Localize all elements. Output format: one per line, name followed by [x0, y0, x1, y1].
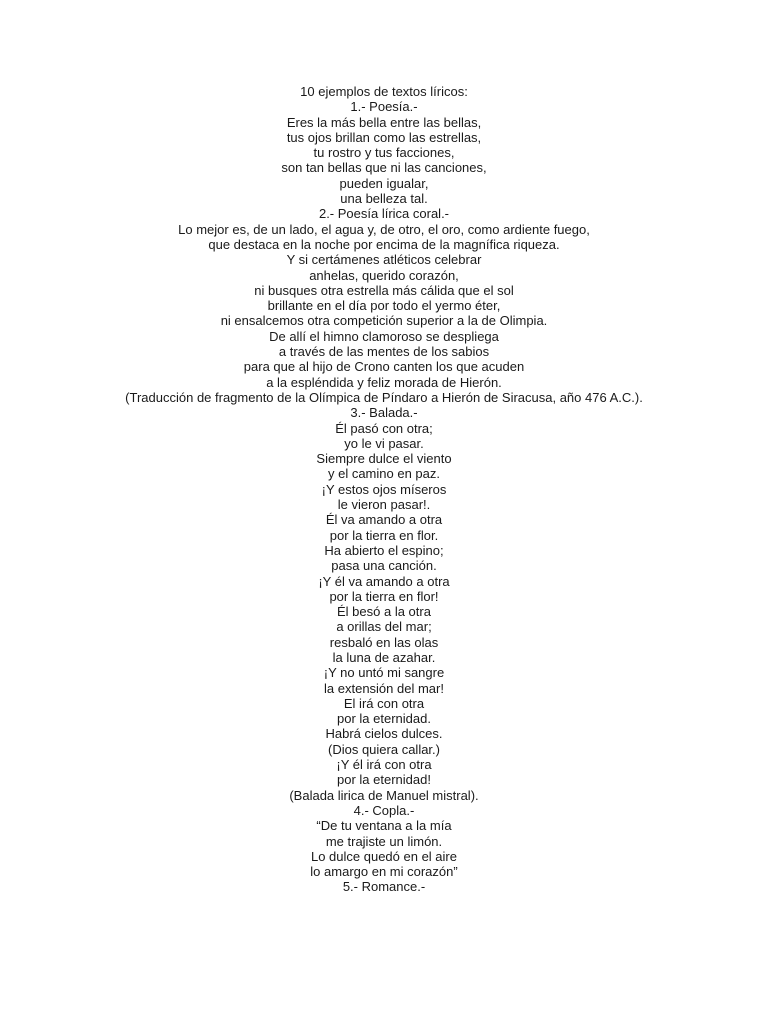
poem-line: El irá con otra [343, 695, 425, 711]
poem-line: la extensión del mar! [324, 680, 444, 696]
poem-line: por la eternidad! [337, 772, 431, 788]
poem-line: (Dios quiera callar.) [328, 741, 440, 757]
poem-line: que destaca en la noche por encima de la magnífica riqueza. [208, 236, 560, 252]
poem-line: por la tierra en flor. [329, 527, 439, 543]
poem-line: para que al hijo de Crono canten los que acuden [243, 359, 525, 375]
poem-line: pasa una canción. [331, 558, 437, 574]
poem-line: a través de las mentes de los sabios [278, 344, 490, 360]
section-heading-copla: 4.- Copla.- [353, 802, 415, 818]
poem-line: Lo dulce quedó en el aire [310, 848, 457, 864]
poem-line: pueden igualar, [339, 175, 429, 191]
section-heading-poesia-lirica-coral: 2.- Poesía lírica coral.- [318, 206, 450, 222]
poem-line: ¡Y él va amando a otra [318, 573, 450, 589]
poem-line: resbaló en las olas [329, 634, 439, 650]
poem-line: a orillas del mar; [336, 619, 432, 635]
poem-line: “De tu ventana a la mía [316, 818, 452, 834]
poem-line: De allí el himno clamoroso se despliega [269, 328, 499, 344]
poem-line: yo le vi pasar. [344, 435, 424, 451]
poem-line: y el camino en paz. [327, 466, 440, 482]
poem-line: Eres la más bella entre las bellas, [286, 114, 482, 130]
poem-line: brillante en el día por todo el yermo éter, [267, 298, 501, 314]
poem-line: tu rostro y tus facciones, [313, 145, 455, 161]
poem-line: Habrá cielos dulces. [325, 726, 443, 742]
poem-line: Y si certámenes atléticos celebrar [286, 252, 482, 268]
poem-line: me trajiste un limón. [325, 833, 443, 849]
poem-line: tus ojos brillan como las estrellas, [286, 129, 482, 145]
poem-line: son tan bellas que ni las canciones, [281, 160, 487, 176]
poem-line: ni busques otra estrella más cálida que el sol [254, 282, 514, 298]
poem-line: Él besó a la otra [337, 604, 431, 620]
poem-line: ¡Y estos ojos míseros [321, 481, 447, 497]
poem-line: anhelas, querido corazón, [309, 267, 459, 283]
section-heading-poesia: 1.- Poesía.- [350, 99, 418, 115]
document-title: 10 ejemplos de textos líricos: [300, 84, 468, 99]
poem-line: Lo mejor es, de un lado, el agua y, de otro, el oro, como ardiente fuego, [178, 221, 590, 237]
poem-line: le vieron pasar!. [337, 497, 431, 513]
section-heading-balada: 3.- Balada.- [350, 405, 418, 421]
poem-line: ni ensalcemos otra competición superior a la de Olimpia. [220, 313, 548, 329]
poem-line: lo amargo en mi corazón” [310, 864, 458, 880]
translation-note: (Traducción de fragmento de la Olímpica de Píndaro a Hierón de Siracusa, año 476 A.C.). [125, 389, 643, 405]
poem-line: (Balada lirica de Manuel mistral). [289, 787, 479, 803]
poem-line: Él pasó con otra; [335, 420, 433, 436]
poem-line: la luna de azahar. [332, 649, 436, 665]
poem-line: Siempre dulce el viento [316, 451, 452, 467]
poem-line: una belleza tal. [340, 191, 428, 207]
poem-line: ¡Y no untó mi sangre [323, 665, 445, 681]
poem-line: por la tierra en flor! [329, 588, 439, 604]
poem-line: ¡Y él irá con otra [336, 757, 432, 773]
poem-line: Él va amando a otra [325, 512, 443, 528]
poem-line: por la eternidad. [337, 711, 431, 727]
poem-line: Ha abierto el espino; [324, 542, 444, 558]
document-body [0, 84, 768, 895]
section-heading-romance: 5.- Romance.- [342, 879, 426, 895]
poem-line: a la espléndida y feliz morada de Hierón. [266, 374, 502, 390]
